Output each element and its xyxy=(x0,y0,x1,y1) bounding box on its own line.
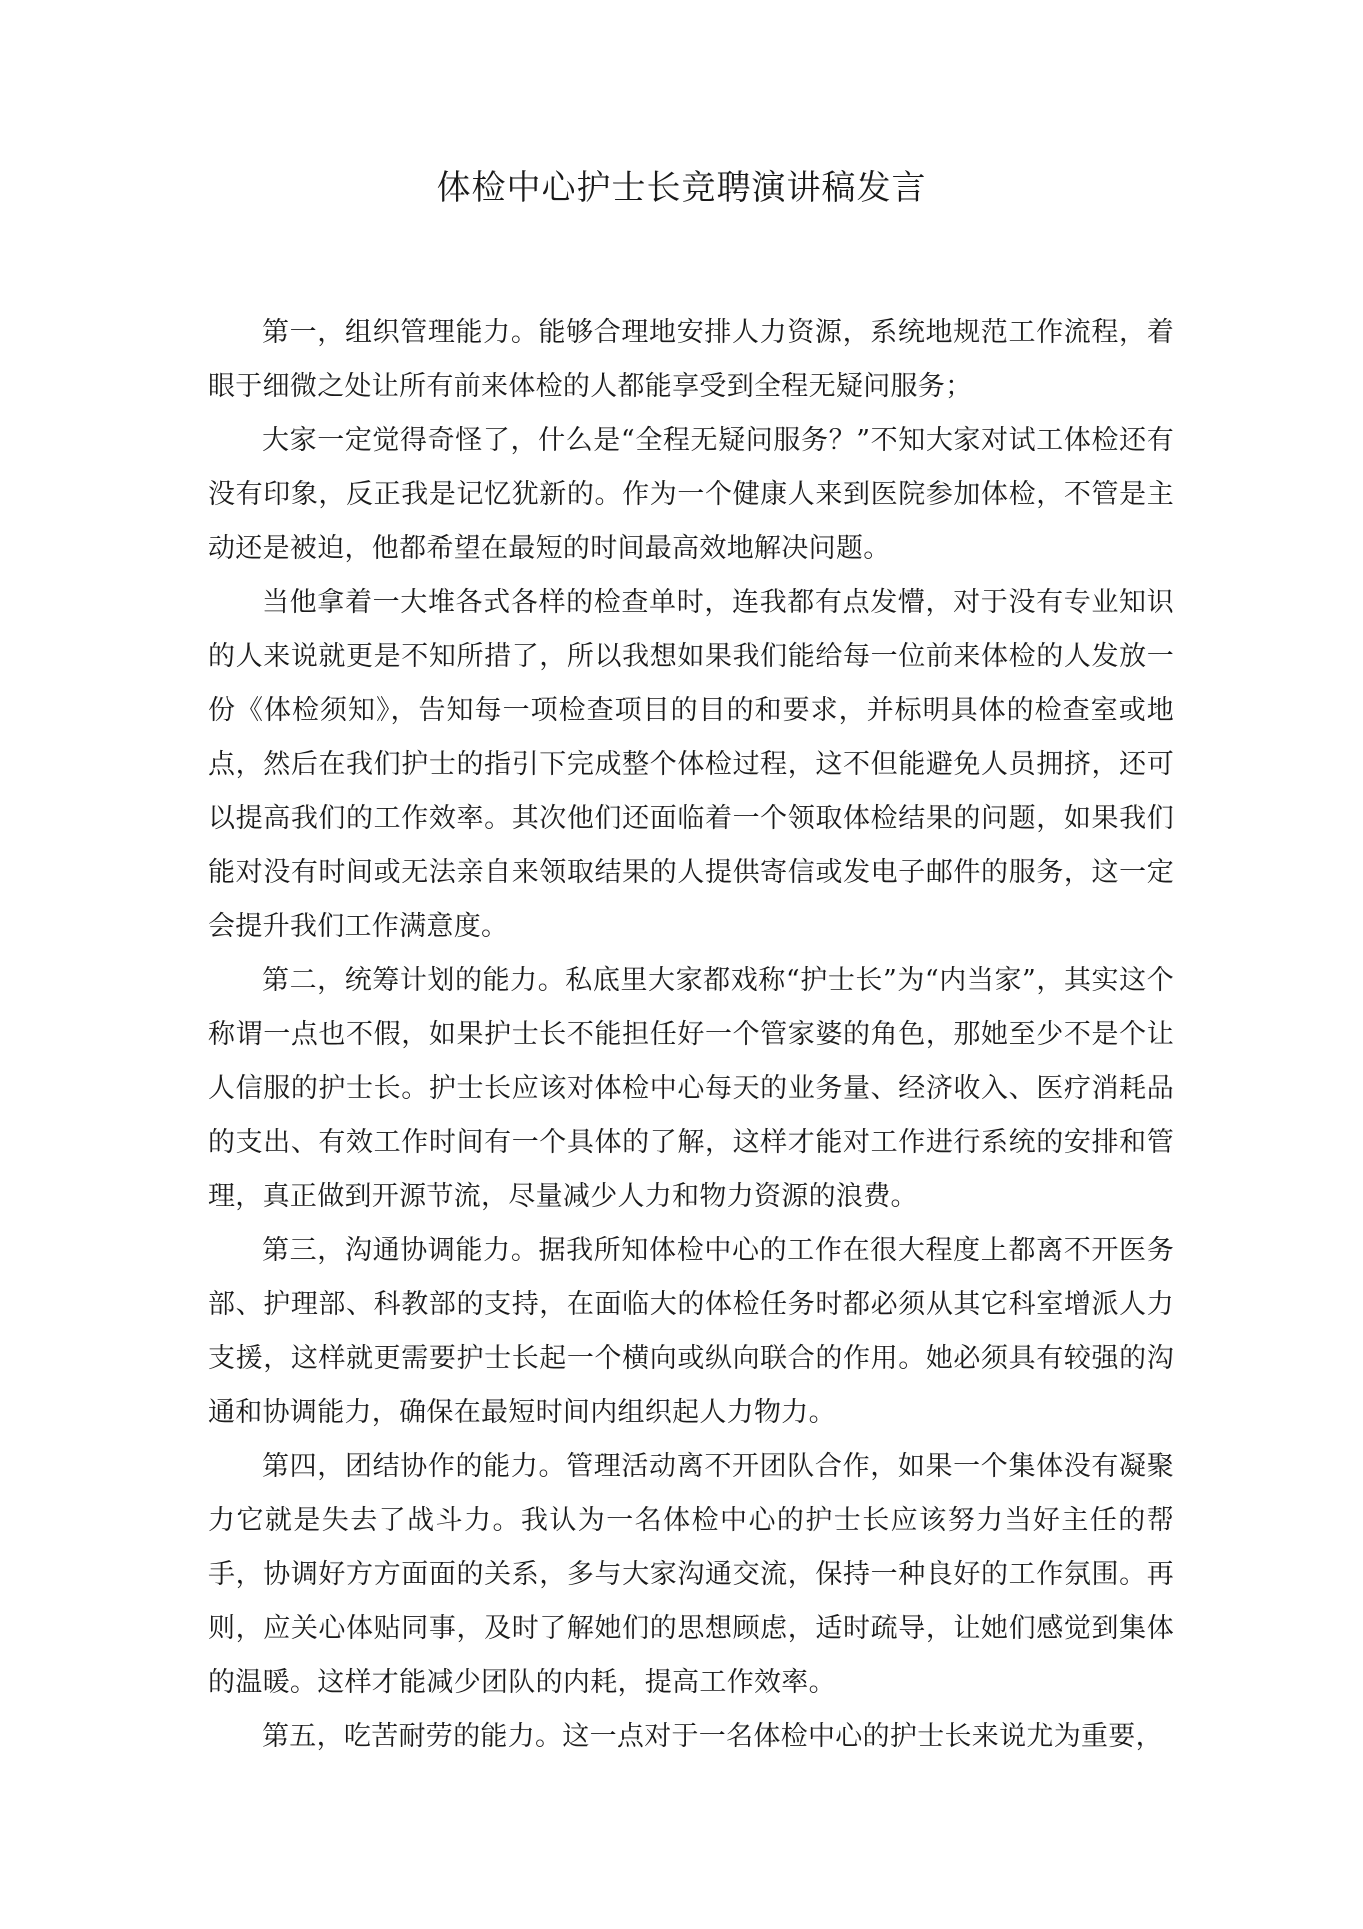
paragraph-2: 大家一定觉得奇怪了，什么是“全程无疑问服务？”不知大家对试工体检还有没有印象，反正我是记忆犹新的。作为一个健康人来到医院参加体检，不管是主动还是被迫，他都希望在最短的时间最高效地解决问题。 xyxy=(208,425,1174,564)
paragraph-5: 第三，沟通协调能力。据我所知体检中心的工作在很大程度上都离不开医务部、护理部、科教部的支持，在面临大的体检任务时都必须从其它科室增派人力支援，这样就更需要护士长起一个横向或纵向联合的作用。她必须具有较强的沟通和协调能力，确保在最短时间内组织起人力物力。 xyxy=(208,1235,1174,1428)
paragraph-1: 第一，组织管理能力。能够合理地安排人力资源，系统地规范工作流程，着眼于细微之处让所有前来体检的人都能享受到全程无疑问服务； xyxy=(208,317,1174,402)
paragraph-3: 当他拿着一大堆各式各样的检查单时，连我都有点发懵，对于没有专业知识的人来说就更是不知所措了，所以我想如果我们能给每一位前来体检的人发放一份《体检须知》，告知每一项检查项目的目的和要求，并标明具体的检查室或地点，然后在我们护士的指引下完成整个体检过程，这不但能避免人员拥挤，还可以提高我们的工作效率。其次他们还面临着一个领取体检结果的问题，如果我们能对没有时间或无法亲自来领取结果的人提供寄信或发电子邮件的服务，这一定会提升我们工作满意度。 xyxy=(208,587,1174,942)
paragraph-6: 第四，团结协作的能力。管理活动离不开团队合作，如果一个集体没有凝聚力它就是失去了战斗力。我认为一名体检中心的护士长应该努力当好主任的帮手，协调好方方面面的关系，多与大家沟通交流，保持一种良好的工作氛围。再则，应关心体贴同事，及时了解她们的思想顾虑，适时疏导，让她们感觉到集体的温暖。这样才能减少团队的内耗，提高工作效率。 xyxy=(208,1451,1174,1698)
paragraph-4: 第二，统筹计划的能力。私底里大家都戏称“护士长”为“内当家”，其实这个称谓一点也不假，如果护士长不能担任好一个管家婆的角色，那她至少不是个让人信服的护士长。护士长应该对体检中心每天的业务量、经济收入、医疗消耗品的支出、有效工作时间有一个具体的了解，这样才能对工作进行系统的安排和管理，真正做到开源节流，尽量减少人力和物力资源的浪费。 xyxy=(208,965,1174,1212)
paragraph-7: 第五，吃苦耐劳的能力。这一点对于一名体检中心的护士长来说尤为重要， xyxy=(262,1721,1163,1752)
document-title: 体检中心护士长竞聘演讲稿发言 xyxy=(436,168,927,208)
document-body xyxy=(208,306,1174,1764)
